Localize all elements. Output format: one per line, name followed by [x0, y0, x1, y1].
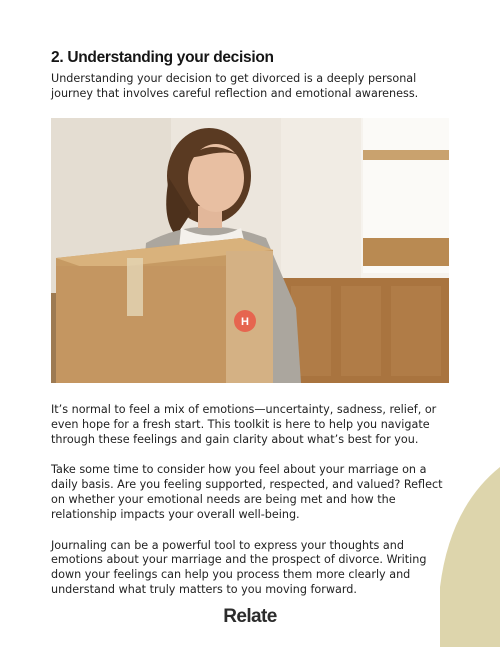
- section-heading: 2. Understanding your decision: [51, 49, 274, 66]
- relate-logo: Relate: [223, 606, 277, 627]
- photo-woman-with-box: [51, 118, 449, 383]
- svg-text:H: H: [241, 316, 249, 328]
- body-text: [51, 403, 451, 614]
- paragraph-journaling: Journaling can be a powerful tool to express your thoughts and emotions about your marriage and the prospect of divorce. Writing down your feelings can help you process them more clearly and understand what truly matters to you moving forward.: [51, 538, 427, 596]
- paragraph-reflection: Take some time to consider how you feel about your marriage on a daily basis. Are you feeling supported, respected, and valued? Reflect on whether your emotional needs are being met and how the relationship impacts your overall well-being.: [51, 463, 443, 521]
- paragraph-emotions: It’s normal to feel a mix of emotions—uncertainty, sadness, relief, or even hope for a fresh start. This toolkit is here to help you navigate through these feelings and gain clarity about what’s best for you.: [51, 403, 437, 446]
- decorative-corner-shape: [440, 467, 500, 647]
- intro-paragraph: Understanding your decision to get divorced is a deeply personal journey that involves careful reflection and emotional awareness.: [51, 72, 419, 100]
